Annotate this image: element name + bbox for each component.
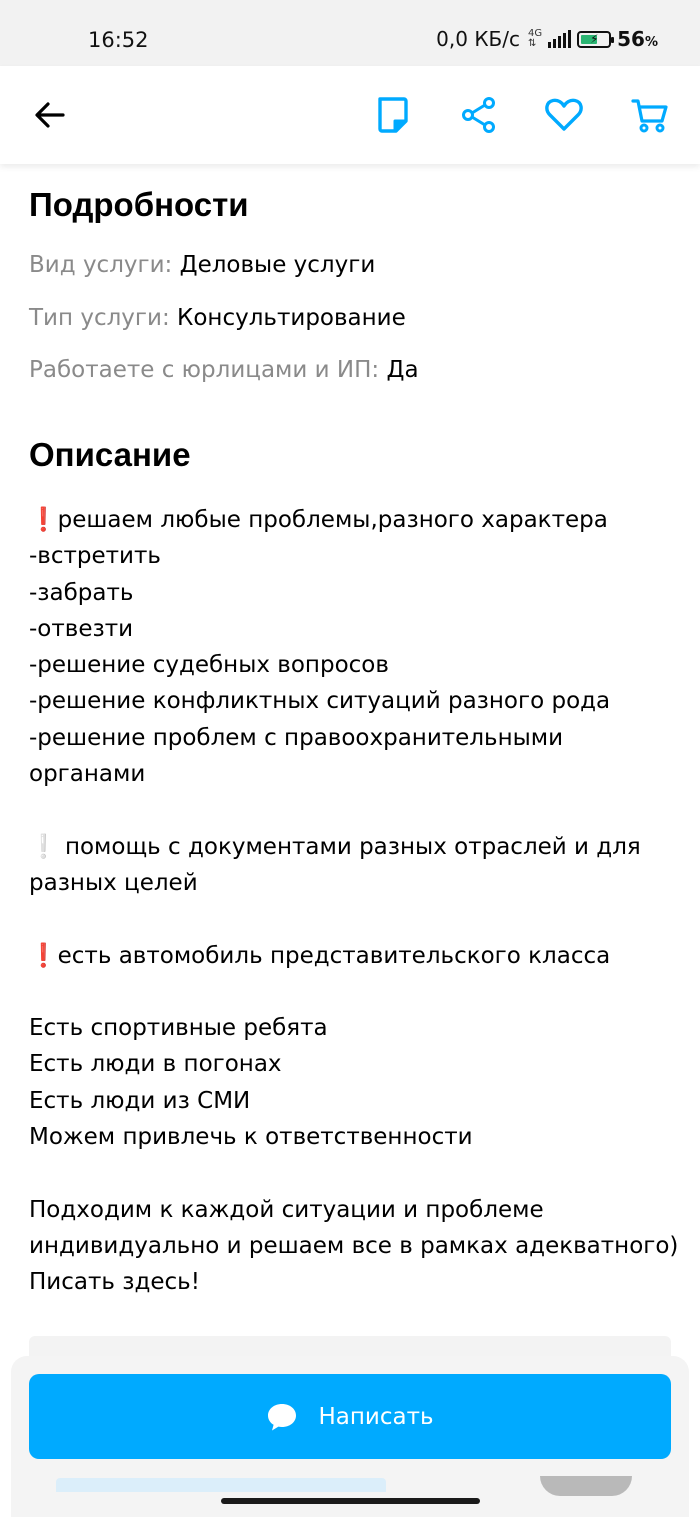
battery-percent: 56% — [617, 27, 658, 51]
back-arrow-icon — [33, 98, 67, 132]
info-chip-peek — [56, 1478, 386, 1492]
detail-key: Вид услуги: — [29, 252, 180, 278]
detail-key: Работаете с юрлицами и ИП: — [29, 357, 387, 383]
detail-row-service-type — [29, 305, 406, 331]
note-button[interactable] — [363, 66, 423, 164]
favorite-button[interactable] — [534, 66, 594, 164]
cart-icon — [631, 96, 669, 134]
detail-value: Консультирование — [177, 305, 406, 331]
detail-row-legal-entities — [29, 357, 419, 383]
description-text: ❗️решаем любые проблемы,разного характера -встретить -забрать -отвезти -решение судебных вопросов -решение конфликтных ситуаций разного рода -решение проблем с правоохранительными органами ❕ помощь с документами разных отраслей и для разных целей ❗️есть автомобиль представительского класса Есть спортивные ребята Есть люди в погонах Есть люди из СМИ Можем привлечь к ответственности Подходим к каждой ситуации и проблеме индивидуально и решаем все в рамках адекватного) Писать здесь! — [29, 507, 679, 1296]
net-type-label: 4G ⇅ — [528, 28, 543, 49]
detail-value: Деловые услуги — [179, 252, 376, 278]
write-button-label: Написать — [318, 1403, 434, 1430]
detail-row-service-kind — [29, 252, 375, 278]
note-icon — [376, 95, 410, 135]
description-heading: Описание — [29, 436, 191, 473]
cart-button[interactable] — [620, 66, 680, 164]
share-icon — [461, 96, 497, 134]
status-indicators — [436, 27, 658, 51]
write-message-button[interactable] — [29, 1374, 671, 1459]
status-bar — [0, 0, 700, 66]
back-button[interactable] — [20, 66, 80, 164]
battery-icon: ⚡ — [577, 31, 611, 48]
home-indicator[interactable] — [221, 1498, 480, 1504]
avatar — [540, 1476, 632, 1496]
detail-value: Да — [386, 357, 419, 383]
share-button[interactable] — [449, 66, 509, 164]
signal-icon — [548, 30, 571, 48]
net-speed: 0,0 КБ/с — [436, 27, 520, 51]
status-time: 16:52 — [88, 28, 149, 52]
app-bar — [0, 66, 700, 164]
chat-bubble-icon — [266, 1402, 298, 1432]
detail-key: Тип услуги: — [29, 305, 178, 331]
details-heading: Подробности — [29, 186, 249, 223]
heart-icon — [544, 97, 584, 133]
